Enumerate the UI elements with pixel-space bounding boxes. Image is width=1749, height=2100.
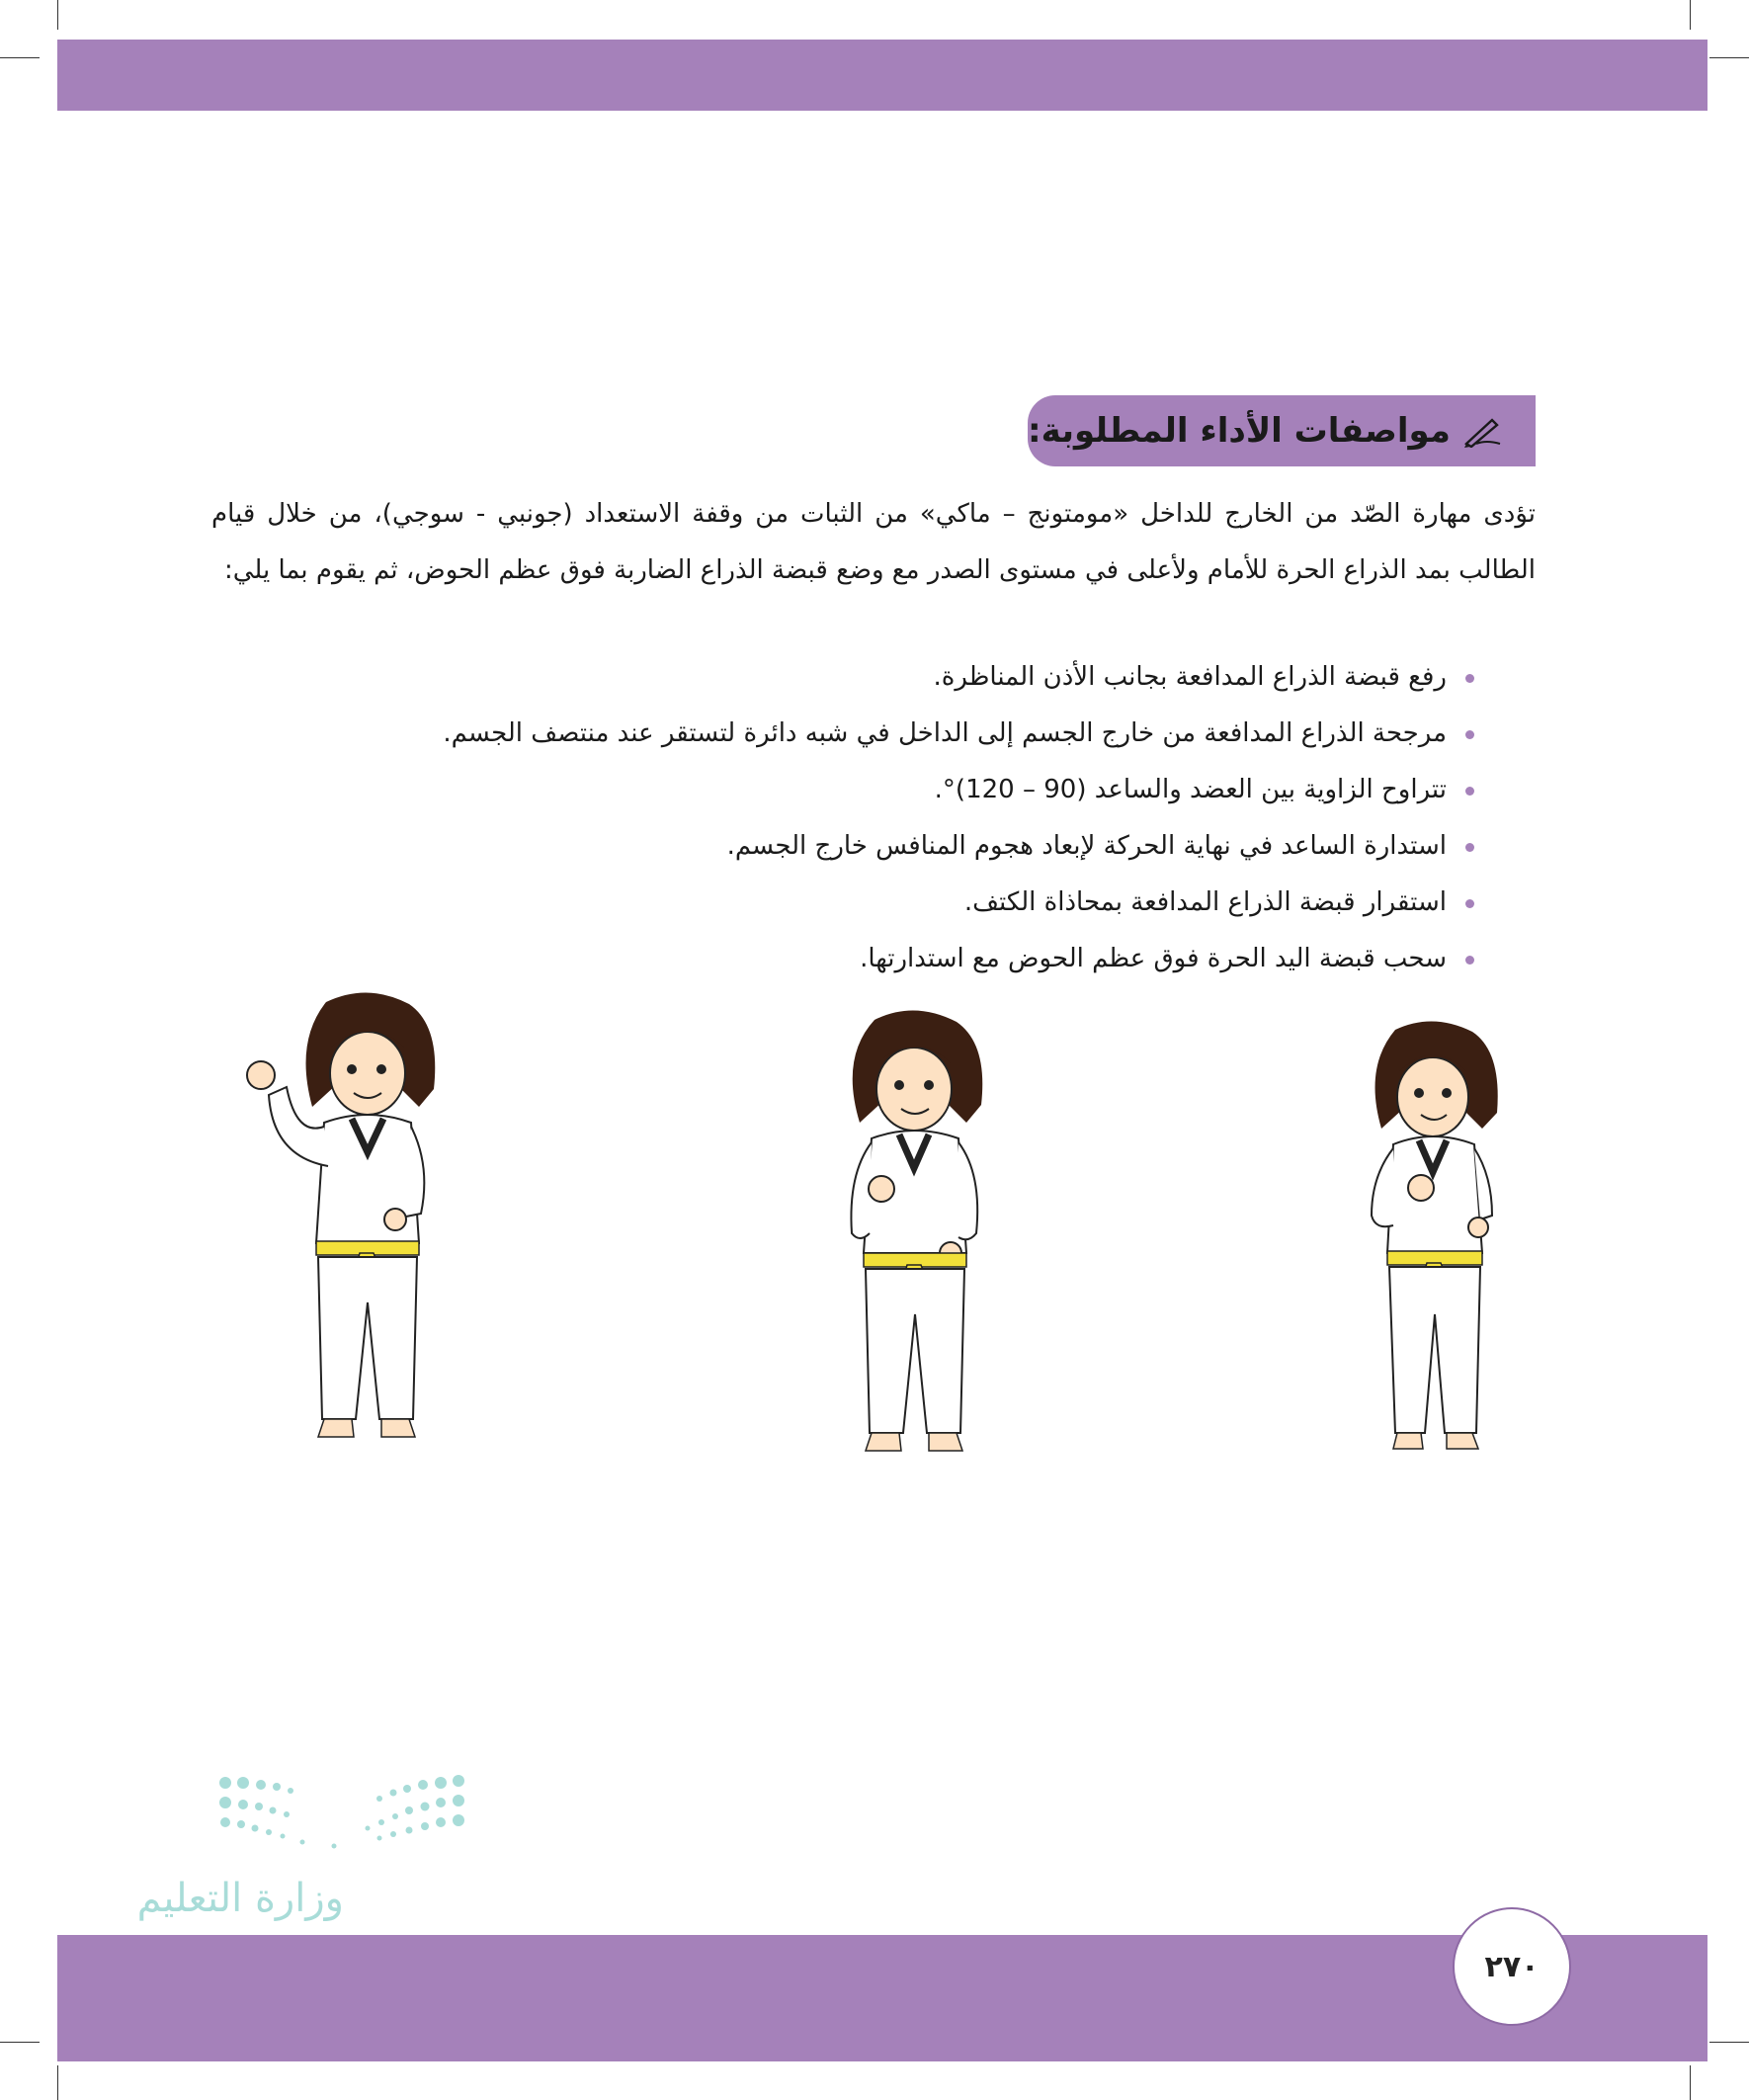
bullet-dot bbox=[1465, 899, 1474, 908]
bullet-dot bbox=[1465, 787, 1474, 796]
list-item-text: سحب قبضة اليد الحرة فوق عظم الحوض مع استدارتها. bbox=[860, 944, 1447, 973]
bullet-dot bbox=[1465, 956, 1474, 965]
top-banner bbox=[57, 40, 1707, 111]
section-heading-text: مواصفات الأداء المطلوبة: bbox=[1028, 411, 1451, 451]
crop-mark bbox=[57, 2065, 58, 2100]
page-number: ٢٧٠ bbox=[1453, 1907, 1571, 2026]
list-item bbox=[296, 875, 1474, 931]
section-heading bbox=[1028, 395, 1536, 466]
bullet-dot bbox=[1465, 730, 1474, 739]
list-item-text: استدارة الساعد في نهاية الحركة لإبعاد هجوم المنافس خارج الجسم. bbox=[726, 831, 1447, 861]
list-item bbox=[296, 931, 1474, 987]
crop-mark bbox=[57, 0, 58, 30]
crop-mark bbox=[1690, 2065, 1691, 2100]
intro-paragraph: تؤدى مهارة الصّد من الخارج للداخل «مومتونج – ماكي» من الثبات من وقفة الاستعداد (جونبي - سوجي)، من خلال قيام الطالب بمد الذراع الحرة للأمام ولأعلى في مستوى الصدر مع وضع قبضة الذراع الضاربة فوق عظم الحوض، ثم يقوم بما يلي: bbox=[211, 499, 1536, 585]
list-item-text: رفع قبضة الذراع المدافعة بجانب الأذن المناظرة. bbox=[933, 662, 1447, 692]
requirements-list bbox=[296, 649, 1474, 987]
list-item-text: تتراوح الزاوية بين العضد والساعد (90 – 120)°. bbox=[934, 775, 1447, 804]
list-item bbox=[296, 706, 1474, 762]
crop-mark bbox=[0, 2042, 40, 2043]
taekwondo-figure-guard bbox=[820, 1006, 1008, 1461]
bullet-dot bbox=[1465, 843, 1474, 852]
list-item bbox=[296, 818, 1474, 875]
ministry-logo-text: وزارة التعليم bbox=[136, 1876, 344, 1921]
crop-mark bbox=[0, 57, 40, 58]
bullet-dot bbox=[1465, 674, 1474, 683]
taekwondo-figure-block bbox=[237, 988, 474, 1448]
crop-mark bbox=[1709, 2042, 1749, 2043]
list-item bbox=[296, 762, 1474, 818]
list-item bbox=[296, 649, 1474, 706]
crop-mark bbox=[1709, 57, 1749, 58]
pen-writing-icon bbox=[1462, 414, 1502, 448]
list-item-text: مرجحة الذراع المدافعة من خارج الجسم إلى الداخل في شبه دائرة لتستقر عند منتصف الجسم. bbox=[443, 718, 1447, 748]
list-item-text: استقرار قبضة الذراع المدافعة بمحاذاة الكتف. bbox=[963, 887, 1447, 917]
crop-mark bbox=[1690, 0, 1691, 30]
taekwondo-figure-ready bbox=[1344, 1018, 1522, 1458]
